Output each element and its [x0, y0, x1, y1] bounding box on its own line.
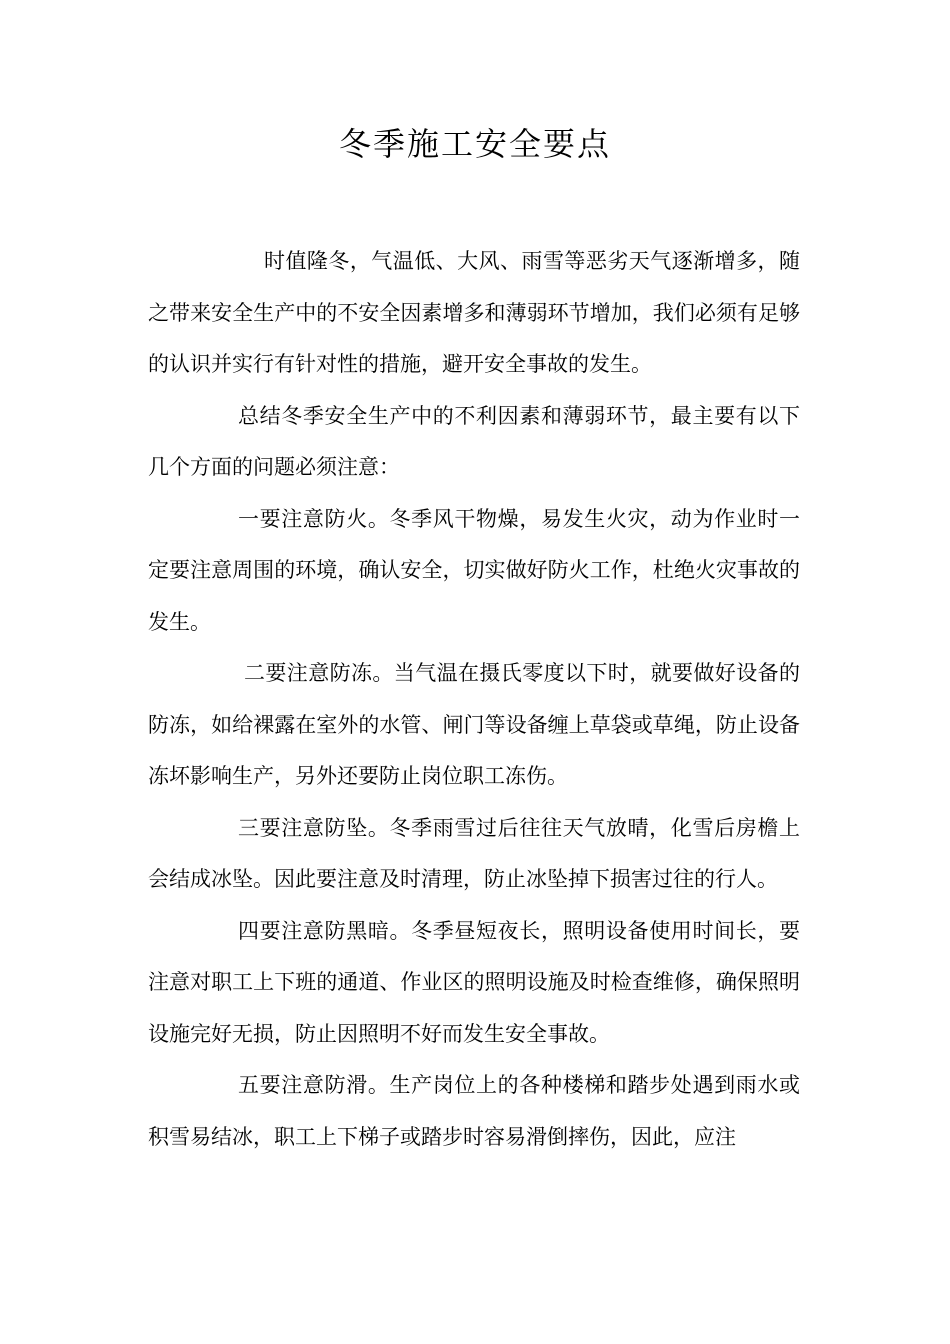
paragraph-fire-prevention: 一要注意防火。冬季风干物燥，易发生火灾，动为作业时一定要注意周围的环境，确认安全，切实做好防火工作，杜绝火灾事故的发生。: [148, 506, 800, 634]
document-title: 冬季施工安全要点: [338, 125, 611, 163]
document-body: [148, 236, 800, 1163]
paragraph-icicle-prevention: 三要注意防坠。冬季雨雪过后往往天气放晴，化雪后房檐上会结成冰坠。因此要注意及时清理，防止冰坠掉下损害过往的行人。: [148, 815, 800, 891]
paragraph-intro: 时值隆冬，气温低、大风、雨雪等恶劣天气逐渐增多，随之带来安全生产中的不安全因素增多和薄弱环节增加，我们必须有足够的认识并实行有针对性的措施，避开安全事故的发生。: [148, 249, 800, 376]
paragraph-summary: 总结冬季安全生产中的不利因素和薄弱环节，最主要有以下几个方面的问题必须注意：: [148, 403, 800, 479]
paragraph-darkness-prevention: 四要注意防黑暗。冬季昼短夜长，照明设备使用时间长，要注意对职工上下班的通道、作业区的照明设施及时检查维修，确保照明设施完好无损，防止因照明不好而发生安全事故。: [148, 918, 800, 1046]
paragraph-slip-prevention: 五要注意防滑。生产岗位上的各种楼梯和踏步处遇到雨水或积雪易结冰，职工上下梯子或踏步时容易滑倒摔伤，因此，应注: [148, 1073, 800, 1149]
paragraph-freeze-prevention: 二要注意防冻。当气温在摄氏零度以下时，就要做好设备的防冻，如给裸露在室外的水管、闸门等设备缠上草袋或草绳，防止设备冻坏影响生产，另外还要防止岗位职工冻伤。: [148, 661, 800, 788]
